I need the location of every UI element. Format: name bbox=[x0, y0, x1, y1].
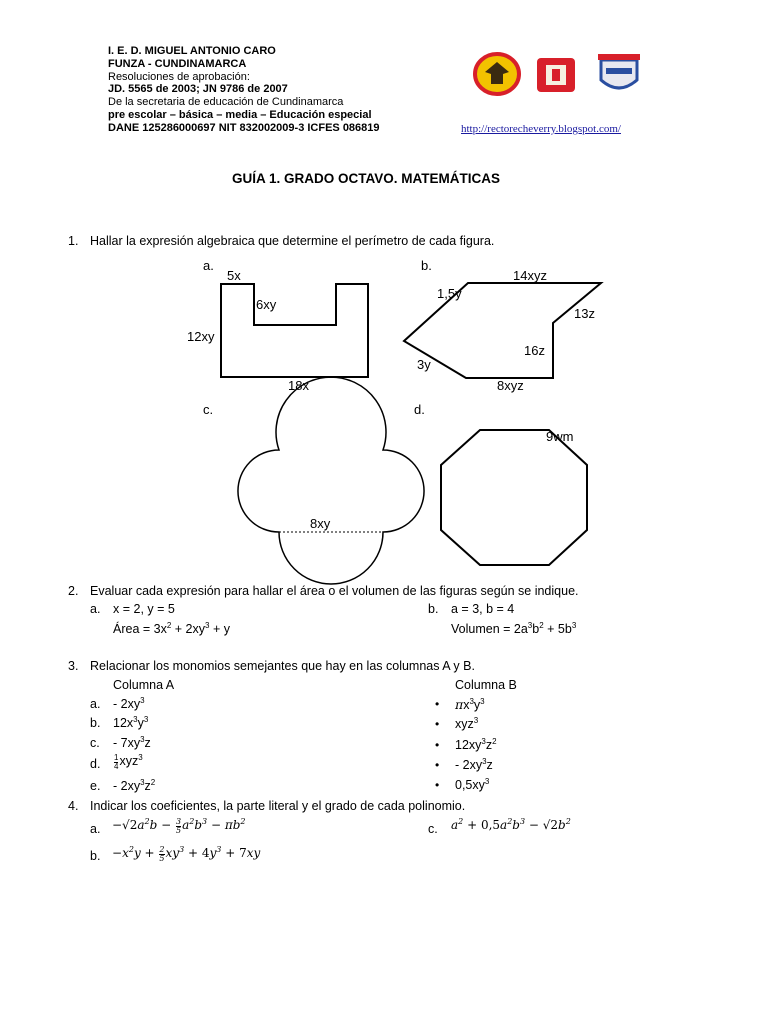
col-b-item: $\pi x^3y^3$ bbox=[455, 697, 485, 712]
col-a-item: - $2xy^3$ bbox=[113, 696, 145, 711]
fig-b-dim-upper-left: 1,5y bbox=[437, 286, 462, 301]
q2-b-values: a = 3, b = 4 bbox=[451, 602, 515, 616]
figure-d-shape bbox=[441, 430, 587, 565]
fig-c-label: c. bbox=[203, 402, 214, 417]
fig-b-label: b. bbox=[421, 258, 432, 273]
col-b-bullet: • bbox=[435, 738, 440, 752]
q4-number: 4. bbox=[68, 799, 79, 813]
fig-d-dim: 9wm bbox=[546, 429, 574, 444]
fig-b-dim-lower-left: 3y bbox=[417, 357, 431, 372]
fig-a-dim-inner: 6xy bbox=[256, 297, 277, 312]
q2-b-label: b. bbox=[428, 602, 439, 616]
q3-text: Relacionar los monomios semejantes que hay en las columnas A y B. bbox=[90, 659, 475, 673]
q2-a-label: a. bbox=[90, 602, 101, 616]
q2-a-values: x = 2, y = 5 bbox=[113, 602, 175, 616]
codes-line: DANE 125286000697 NIT 832002009-3 ICFES 086819 bbox=[108, 122, 380, 134]
figure-c-shape bbox=[238, 377, 424, 584]
levels-line: pre escolar – básica – media – Educación especial bbox=[108, 109, 372, 121]
q2-number: 2. bbox=[68, 584, 79, 598]
blog-link[interactable]: http://rectorecheverry.blogspot.com/ bbox=[461, 123, 621, 135]
q4-c-label: c. bbox=[428, 822, 438, 836]
figure-a-shape bbox=[221, 284, 368, 377]
resolutions: JD. 5565 de 2003; JN 9786 de 2007 bbox=[108, 83, 288, 95]
col-a-header: Columna A bbox=[113, 678, 175, 692]
q4-c-expression: $a^2 + 0,5a^2b^3 - √2b^2$ bbox=[451, 817, 571, 832]
fig-a-dim-bottom: 18x bbox=[288, 378, 309, 393]
col-a-label: b. bbox=[90, 716, 101, 730]
col-a-label: e. bbox=[90, 779, 101, 793]
col-b-item: $12xy^3z^2$ bbox=[455, 737, 497, 752]
fig-b-dim-right: 16z bbox=[524, 343, 545, 358]
q4-b-expression: $-x^2y$ + $\frac{2}{5}$ $xy^3 + 4y^3 + 7xy$ bbox=[112, 845, 261, 863]
q4-a-expression: $-√2a^2b$ − $\frac{3}{5}$ $a^2b^3 - \pi b^2$ bbox=[112, 817, 246, 835]
q4-b-label: b. bbox=[90, 849, 101, 863]
col-b-bullet: • bbox=[435, 717, 440, 731]
col-b-header: Columna B bbox=[455, 678, 517, 692]
q1-text: Hallar la expresión algebraica que determine el perímetro de cada figura. bbox=[90, 234, 495, 248]
col-b-bullet: • bbox=[435, 778, 440, 792]
col-a-item: $12x^3y^3$ bbox=[113, 715, 149, 730]
col-a-label: d. bbox=[90, 757, 101, 771]
q3-number: 3. bbox=[68, 659, 79, 673]
fig-a-dim-top: 5x bbox=[227, 268, 241, 283]
fig-a-label: a. bbox=[203, 258, 214, 273]
col-b-item: xyz$^3$ bbox=[455, 716, 479, 731]
q2-b-formula: Volumen = $2a^3b^2 + 5b^3$ bbox=[451, 621, 577, 636]
resolutions-label: Resoluciones de aprobación: bbox=[108, 71, 250, 83]
fig-c-dim: 8xy bbox=[310, 516, 331, 531]
col-b-bullet: • bbox=[435, 697, 440, 711]
school-city: FUNZA - CUNDINAMARCA bbox=[108, 58, 247, 70]
q4-a-label: a. bbox=[90, 822, 101, 836]
q2-text: Evaluar cada expresión para hallar el área o el volumen de las figuras según se indique. bbox=[90, 584, 579, 598]
fig-b-dim-bottom: 8xyz bbox=[497, 378, 524, 393]
col-a-label: a. bbox=[90, 697, 101, 711]
school-name: I. E. D. MIGUEL ANTONIO CARO bbox=[108, 45, 276, 57]
q4-text: Indicar los coeficientes, la parte literal y el grado de cada polinomio. bbox=[90, 799, 466, 813]
col-a-item: $\frac{1}{4}$ xyz$^3$ bbox=[114, 753, 143, 771]
page-title: GUÍA 1. GRADO OCTAVO. MATEMÁTICAS bbox=[232, 171, 500, 186]
col-b-bullet: • bbox=[435, 758, 440, 772]
col-a-label: c. bbox=[90, 736, 100, 750]
q2-a-formula: Área = $3x^2 + 2xy^3 + y$ bbox=[113, 621, 230, 636]
col-a-item: - $2xy^3z^2$ bbox=[113, 778, 156, 793]
secretary-line: De la secretaria de educación de Cundinamarca bbox=[108, 96, 344, 108]
col-a-item: - $7xy^3z$ bbox=[113, 735, 151, 750]
col-b-item: $0,5xy^3$ bbox=[455, 777, 490, 792]
fig-a-dim-left: 12xy bbox=[187, 329, 215, 344]
fig-d-label: d. bbox=[414, 402, 425, 417]
q1-number: 1. bbox=[68, 234, 79, 248]
col-b-item: - $2xy^3z$ bbox=[455, 757, 493, 772]
fig-b-dim-right-slant: 13z bbox=[574, 306, 595, 321]
figure-b-shape bbox=[404, 283, 601, 378]
fig-b-dim-top: 14xyz bbox=[513, 268, 547, 283]
